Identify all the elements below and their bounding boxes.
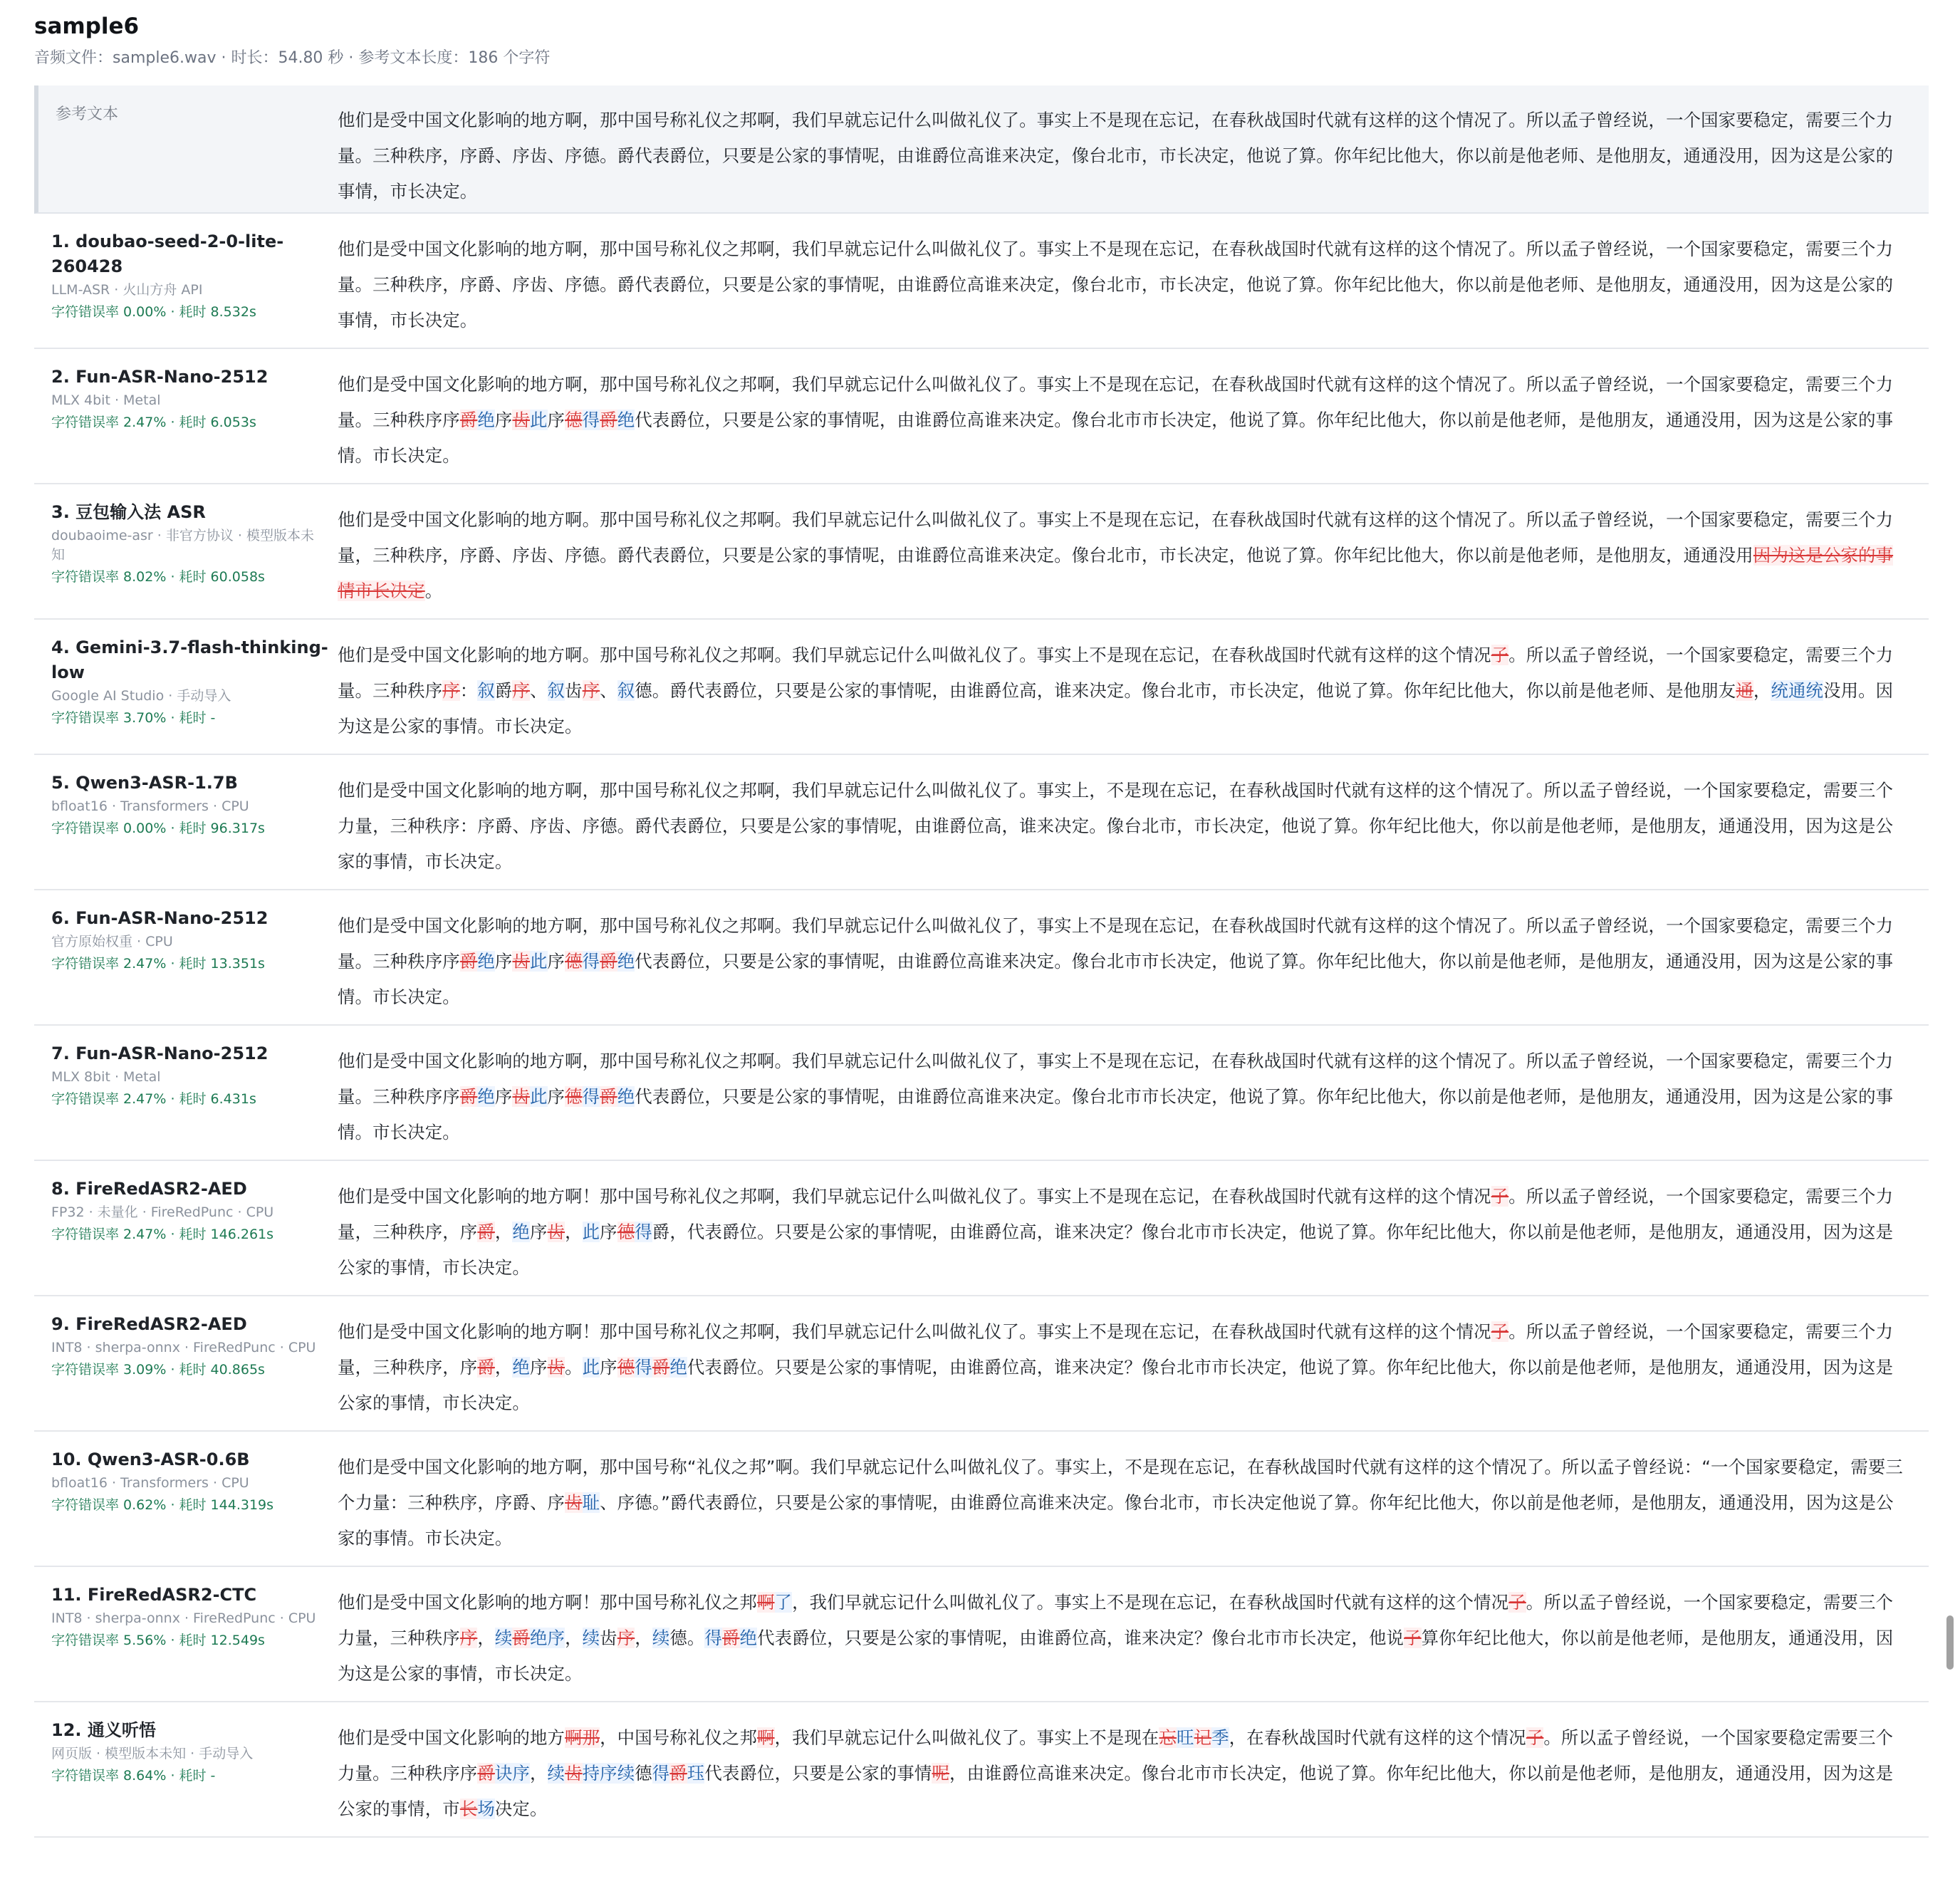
text-segment: 代表爵位，只要是公家的事情呢，由谁爵位高，谁来决定？像台北市市长决定，他说 <box>757 1628 1404 1648</box>
text-segment: 。所以孟子曾经说，一个国家要稳定，需要三个力量，三种秩序 <box>338 1592 1894 1648</box>
text-segment: 序 <box>529 1222 548 1242</box>
text-segment: ，我们早就忘记什么叫做礼仪了。事实上不是现在忘记，在春秋战国时代就有这样的这个情况 <box>792 1592 1509 1613</box>
text-segment: 。所以孟子曾经说，一个国家要稳定需要三个力量。三种秩序序 <box>338 1727 1894 1784</box>
metric-text: 字符错误率 3.70% · 耗时 - <box>51 710 216 726</box>
deleted-text: 啊 <box>756 1592 775 1613</box>
deleted-text: 齿 <box>512 410 530 430</box>
text-segment: 。所以孟子曾经说，一个国家要稳定，需要三个力量。三种秩序 <box>338 645 1894 701</box>
deleted-text: 通 <box>1736 680 1753 701</box>
text-segment: 齿 <box>565 680 583 701</box>
result-row <box>34 484 1929 620</box>
text-segment: 他们是受中国文化影响的地方啊！那中国号称礼仪之邦 <box>338 1592 757 1613</box>
model-name: 9. FireRedASR2-AED <box>51 1314 247 1334</box>
deleted-text: 德 <box>565 410 583 430</box>
metric-text: 字符错误率 2.47% · 耗时 6.053s <box>51 415 256 430</box>
inserted-text: 绝 <box>617 951 635 972</box>
inserted-text: 绝 <box>512 1357 530 1378</box>
metric-text: 字符错误率 0.62% · 耗时 144.319s <box>51 1497 274 1513</box>
text-segment: 他们是受中国文化影响的地方啊，那中国号称礼仪之邦啊。我们早就忘记什么叫做礼仪了，事实上不是现在忘记，在春秋战国时代就有这样的这个情况了。所以孟子曾经说，一个国家要稳定，需要三个力量。三种秩序序 <box>338 1051 1894 1107</box>
inserted-text: 得 <box>582 410 600 430</box>
deleted-text: 爵 <box>459 410 478 430</box>
text-segment: ，我们早就忘记什么叫做礼仪了。事实上不是现在 <box>774 1727 1159 1748</box>
deleted-text: 因为这是公家的事情市长决定 <box>338 545 1894 601</box>
model-name: 5. Qwen3-ASR-1.7B <box>51 773 238 793</box>
transcript-text <box>329 1567 1929 1701</box>
sample-title: sample6 <box>34 14 140 39</box>
text-segment: ， <box>1753 680 1771 701</box>
inserted-text: 得 <box>635 1222 652 1242</box>
text-segment: 爵，代表爵位。只要是公家的事情呢，由谁爵位高，谁来决定？像台北市市长决定，他说了算。你年纪比他大，你以前是他老师，是他朋友，通通没用，因为这是公家的事情，市长决定。 <box>338 1222 1894 1278</box>
model-name: 4. Gemini-3.7-flash-thinking- low <box>51 637 328 682</box>
deleted-text: 德 <box>617 1357 635 1378</box>
inserted-text: 叙 <box>617 680 635 701</box>
deleted-text: 德 <box>617 1222 635 1242</box>
text-segment: 。所以孟子曾经说，一个国家要稳定，需要三个力量，三种秩序，序 <box>338 1321 1894 1378</box>
deleted-text: 呢 <box>932 1763 949 1784</box>
inserted-text: 旺 <box>1177 1727 1194 1748</box>
transcript-text <box>329 1296 1929 1430</box>
model-subtitle: INT8 · sherpa-onnx · FireRedPunc · CPU <box>51 1610 316 1626</box>
text-segment: ： <box>459 680 478 701</box>
model-subtitle: Google AI Studio · 手动导入 <box>51 688 231 704</box>
inserted-text: 珏 <box>687 1763 705 1784</box>
deleted-text: 序 <box>512 680 530 701</box>
deleted-text: 长 <box>459 1799 478 1819</box>
model-name: 12. 通义听悟 <box>51 1720 156 1740</box>
transcript-text <box>329 1161 1929 1295</box>
text-segment: 序 <box>547 951 565 972</box>
sample-meta: 音频文件：sample6.wav · 时长：54.80 秒 · 参考文本长度：186 个字符 <box>34 49 551 67</box>
model-name: 1. doubao-seed-2-0-lite- 260428 <box>51 231 284 276</box>
text-segment: 决定。 <box>494 1799 548 1819</box>
deleted-text: 齿 <box>547 1357 565 1378</box>
text-segment: 德 <box>635 1763 652 1784</box>
inserted-text: 场 <box>477 1799 495 1819</box>
inserted-text: 叙 <box>547 680 565 701</box>
transcript-text <box>329 484 1929 618</box>
metric-text: 字符错误率 3.09% · 耗时 40.865s <box>51 1362 265 1378</box>
result-row <box>34 620 1929 755</box>
inserted-text: 绝 <box>477 1086 495 1107</box>
text-segment: 齿 <box>600 1628 617 1648</box>
result-row <box>34 214 1929 349</box>
result-row <box>34 1026 1929 1161</box>
transcript-text <box>329 890 1929 1024</box>
model-subtitle: 网页版 · 模型版本未知 · 手动导入 <box>51 1746 254 1761</box>
model-subtitle: doubaoime-asr · 非官方协议 · 模型版本未知 <box>51 528 314 563</box>
metric-text: 字符错误率 2.47% · 耗时 146.261s <box>51 1227 274 1242</box>
deleted-text: 爵 <box>722 1628 740 1648</box>
deleted-text: 齿 <box>512 1086 530 1107</box>
text-segment: 他们是受中国文化影响的地方 <box>338 1727 565 1748</box>
deleted-text: 序 <box>617 1628 635 1648</box>
inserted-text: 绝 <box>617 410 635 430</box>
deleted-text: 子 <box>1404 1628 1422 1648</box>
text-segment: 他们是受中国文化影响的地方啊，那中国号称礼仪之邦啊，我们早就忘记什么叫做礼仪了。事实上，不是现在忘记，在春秋战国时代就有这样的这个情况了。所以孟子曾经说，一个国家要稳定，需要三个力量，三种秩序：序爵、序齿、序德。爵代表爵位，只要是公家的事情呢，由谁爵位高，谁来决定。像台北市，市长决定，他说了算。你年纪比他大，你以前是他老师，是他朋友，通通没用，因为这是公家的事情，市长决定。 <box>338 780 1894 872</box>
text-segment: ，由谁爵位高谁来决定。像台北市市长决定，他说了算。你年纪比他大，你以前是他老师，是他朋友，通通没用，因为这是公家的事情，市 <box>338 1763 1894 1819</box>
inserted-text: 耻 <box>582 1492 600 1513</box>
text-segment: 代表爵位，只要是公家的事情呢，由谁爵位高谁来决定。像台北市市长决定，他说了算。你年纪比他大，你以前是他老师，是他朋友，通通没用，因为这是公家的事情。市长决定。 <box>338 1086 1894 1143</box>
model-name: 2. Fun-ASR-Nano-2512 <box>51 367 269 387</box>
text-segment: 德。 <box>669 1628 705 1648</box>
deleted-text: 忘 <box>1159 1727 1177 1748</box>
inserted-text: 此 <box>529 410 548 430</box>
deleted-text: 子 <box>1526 1727 1544 1748</box>
model-subtitle: FP32 · 未量化 · FireRedPunc · CPU <box>51 1204 274 1220</box>
deleted-text: 爵 <box>669 1763 687 1784</box>
text-segment: 他们是受中国文化影响的地方啊，那中国号称“礼仪之邦”啊。我们早就忘记什么叫做礼仪了。事实上，不是现在忘记，在春秋战国时代就有这样的这个情况了。所以孟子曾经说：“一个国家要稳定，需要三个力量：三种秩序，序爵、序 <box>338 1457 1903 1513</box>
text-segment: 。所以孟子曾经说，一个国家要稳定，需要三个力量，三种秩序，序 <box>338 1186 1894 1242</box>
transcript-text <box>329 1432 1929 1566</box>
inserted-text: 了 <box>774 1592 793 1613</box>
model-name: 10. Qwen3-ASR-0.6B <box>51 1449 250 1469</box>
transcript-text <box>329 620 1929 754</box>
text-segment: 序 <box>600 1357 617 1378</box>
inserted-text: 得 <box>704 1628 722 1648</box>
model-subtitle: LLM-ASR · 火山方舟 API <box>51 282 203 298</box>
text-segment: 。 <box>424 581 443 601</box>
deleted-text: 子 <box>1491 645 1509 665</box>
deleted-text: 子 <box>1491 1321 1509 1342</box>
deleted-text: 爵 <box>477 1763 495 1784</box>
deleted-text: 齿 <box>512 951 530 972</box>
deleted-text: 子 <box>1508 1592 1526 1613</box>
text-segment: ， <box>565 1628 583 1648</box>
inserted-text: 绝 <box>617 1086 635 1107</box>
text-segment: 序 <box>547 1086 565 1107</box>
text-segment: 代表爵位，只要是公家的事情 <box>704 1763 932 1784</box>
deleted-text: 爵 <box>512 1628 530 1648</box>
text-segment: 序 <box>529 1357 548 1378</box>
text-segment: 代表爵位。只要是公家的事情呢，由谁爵位高，谁来决定？像台北市市长决定，他说了算。你年纪比他大，你以前是他老师，是他朋友，通通没用，因为这是公家的事情，市长决定。 <box>338 1357 1894 1413</box>
result-row <box>34 1702 1929 1838</box>
inserted-text: 诀序 <box>494 1763 530 1784</box>
text-segment: 序 <box>600 1222 617 1242</box>
inserted-text: 绝 <box>477 951 495 972</box>
text-segment: 、 <box>529 680 548 701</box>
text-segment: 、序德。”爵代表爵位，只要是公家的事情呢，由谁爵位高谁来决定。像台北市，市长决定他说了算。你年纪比他大，你以前是他老师，是他朋友，通通没用，因为这是公家的事情。市长决定。 <box>338 1492 1894 1549</box>
inserted-text: 季 <box>1211 1727 1229 1748</box>
model-subtitle: MLX 4bit · Metal <box>51 392 161 408</box>
inserted-text: 此 <box>582 1357 600 1378</box>
result-row <box>34 755 1929 890</box>
model-name: 11. FireRedASR2-CTC <box>51 1585 257 1605</box>
text-segment: 他们是受中国文化影响的地方啊，那中国号称礼仪之邦啊，我们早就忘记什么叫做礼仪了。事实上不是现在忘记，在春秋战国时代就有这样的这个情况了。所以孟子曾经说，一个国家要稳定，需要三个力量。三种秩序，序爵、序齿、序德。爵代表爵位，只要是公家的事情呢，由谁爵位高谁来决定，像台北市，市长决定，他说了算。你年纪比他大，你以前是他老师、是他朋友，通通没用，因为这是公家的事情，市长决定。 <box>338 239 1894 330</box>
deleted-text: 爵 <box>459 1086 478 1107</box>
reference-text: 他们是受中国文化影响的地方啊，那中国号称礼仪之邦啊，我们早就忘记什么叫做礼仪了。事实上不是现在忘记，在春秋战国时代就有这样的这个情况了。所以孟子曾经说，一个国家要稳定，需要三个力量。三种秩序，序爵、序齿、序德。爵代表爵位，只要是公家的事情呢，由谁爵位高谁来决定，像台北市，市长决定，他说了算。你年纪比他大，你以前是他老师、是他朋友，通通没用，因为这是公家的事情，市长决定。 <box>338 110 1894 202</box>
text-segment: ，在春秋战国时代就有这样的这个情况 <box>1229 1727 1526 1748</box>
text-segment: 没用。因为这是公家的事情。市长决定。 <box>338 680 1894 736</box>
text-segment: 代表爵位，只要是公家的事情呢，由谁爵位高谁来决定。像台北市市长决定，他说了算。你年纪比他大，你以前是他老师，是他朋友，通通没用，因为这是公家的事情。市长决定。 <box>338 951 1894 1007</box>
metric-text: 字符错误率 8.64% · 耗时 - <box>51 1768 216 1784</box>
inserted-text: 续 <box>582 1628 600 1648</box>
reference-label: 参考文本 <box>56 105 119 123</box>
deleted-text: 齿 <box>565 1492 583 1513</box>
text-segment: 。 <box>565 1357 583 1378</box>
deleted-text: 序 <box>442 680 460 701</box>
model-subtitle: MLX 8bit · Metal <box>51 1069 161 1085</box>
text-segment: 他们是受中国文化影响的地方啊。那中国号称礼仪之邦啊。我们早就忘记什么叫做礼仪了。事实上不是现在忘记，在春秋战国时代就有这样的这个情况了。所以孟子曾经说，一个国家要稳定，需要三个力量，三种秩序，序爵、序齿、序德。爵代表爵位，只要是公家的事情呢，由谁爵位高谁来决定。像台北市，市长决定，他说了算。你年纪比他大，你以前是他老师，是他朋友，通通没用 <box>338 509 1894 566</box>
deleted-text: 啊那 <box>565 1727 600 1748</box>
result-rows <box>34 214 1929 1838</box>
model-name: 7. Fun-ASR-Nano-2512 <box>51 1043 269 1063</box>
transcript-text <box>329 214 1929 348</box>
text-segment: ， <box>494 1357 513 1378</box>
scrollbar-thumb[interactable] <box>1946 1615 1954 1670</box>
metric-text: 字符错误率 0.00% · 耗时 96.317s <box>51 821 265 836</box>
deleted-text: 爵 <box>652 1357 670 1378</box>
text-segment: ， <box>529 1763 548 1784</box>
text-segment: 序 <box>494 1086 513 1107</box>
comparison-list <box>34 85 1929 1838</box>
model-name: 8. FireRedASR2-AED <box>51 1179 247 1199</box>
text-segment: 他们是受中国文化影响的地方啊！那中国号称礼仪之邦啊，我们早就忘记什么叫做礼仪了。事实上不是现在忘记，在春秋战国时代就有这样的这个情况 <box>338 1186 1491 1207</box>
deleted-text: 爵 <box>459 951 478 972</box>
inserted-text: 得 <box>635 1357 652 1378</box>
text-segment: ， <box>477 1628 495 1648</box>
metric-text: 字符错误率 0.00% · 耗时 8.532s <box>51 304 256 320</box>
model-subtitle: 官方原始权重 · CPU <box>51 934 173 949</box>
inserted-text: 续 <box>547 1763 565 1784</box>
transcript-text <box>329 755 1929 889</box>
result-row <box>34 1296 1929 1432</box>
deleted-text: 序 <box>459 1628 478 1648</box>
text-segment: 德。爵代表爵位，只要是公家的事情呢，由谁爵位高，谁来决定。像台北市，市长决定，他说了算。你年纪比他大，你以前是他老师、是他朋友 <box>635 680 1736 701</box>
text-segment: 他们是受中国文化影响的地方啊，那中国号称礼仪之邦啊，我们早就忘记什么叫做礼仪了。事实上不是现在忘记，在春秋战国时代就有这样的这个情况了。所以孟子曾经说，一个国家要稳定，需要三个力量。三种秩序序 <box>338 374 1894 430</box>
deleted-text: 德 <box>565 1086 583 1107</box>
inserted-text: 持序续 <box>582 1763 635 1784</box>
text-segment: 、 <box>600 680 617 701</box>
text-segment: ， <box>635 1628 652 1648</box>
inserted-text: 此 <box>529 1086 548 1107</box>
model-name: 3. 豆包输入法 ASR <box>51 502 206 522</box>
model-subtitle: INT8 · sherpa-onnx · FireRedPunc · CPU <box>51 1340 316 1355</box>
result-row <box>34 1432 1929 1567</box>
deleted-text: 爵 <box>600 1086 617 1107</box>
text-segment: ， <box>494 1222 513 1242</box>
text-segment: 序 <box>494 410 513 430</box>
inserted-text: 绝 <box>669 1357 687 1378</box>
inserted-text: 绝 <box>739 1628 758 1648</box>
model-name: 6. Fun-ASR-Nano-2512 <box>51 908 269 928</box>
inserted-text: 得 <box>652 1763 670 1784</box>
metric-text: 字符错误率 5.56% · 耗时 12.549s <box>51 1633 265 1648</box>
result-row <box>34 349 1929 484</box>
inserted-text: 此 <box>582 1222 600 1242</box>
inserted-text: 绝 <box>512 1222 530 1242</box>
deleted-text: 爵 <box>477 1357 495 1378</box>
text-segment: 序 <box>494 951 513 972</box>
metric-text: 字符错误率 2.47% · 耗时 13.351s <box>51 956 265 972</box>
inserted-text: 叙 <box>477 680 495 701</box>
text-segment: 他们是受中国文化影响的地方啊！那中国号称礼仪之邦啊，我们早就忘记什么叫做礼仪了。事实上不是现在忘记，在春秋战国时代就有这样的这个情况 <box>338 1321 1491 1342</box>
deleted-text: 记 <box>1194 1727 1212 1748</box>
inserted-text: 统通统 <box>1771 680 1824 701</box>
transcript-text <box>329 349 1929 483</box>
reference-row <box>34 85 1929 214</box>
text-segment: 算你年纪比他大，你以前是他老师，是他朋友，通通没用，因为这是公家的事情，市长决定。 <box>338 1628 1894 1684</box>
deleted-text: 爵 <box>600 410 617 430</box>
text-segment: 序 <box>547 410 565 430</box>
metric-text: 字符错误率 8.02% · 耗时 60.058s <box>51 569 265 585</box>
inserted-text: 此 <box>529 951 548 972</box>
deleted-text: 德 <box>565 951 583 972</box>
deleted-text: 啊 <box>757 1727 775 1748</box>
text-segment: ， <box>565 1222 583 1242</box>
deleted-text: 爵 <box>600 951 617 972</box>
text-segment: 他们是受中国文化影响的地方啊。那中国号称礼仪之邦啊。我们早就忘记什么叫做礼仪了。事实上不是现在忘记，在春秋战国时代就有这样的这个情况 <box>338 645 1491 665</box>
deleted-text: 齿 <box>565 1763 583 1784</box>
inserted-text: 得 <box>582 951 600 972</box>
inserted-text: 得 <box>582 1086 600 1107</box>
model-subtitle: bfloat16 · Transformers · CPU <box>51 798 249 814</box>
sample-page <box>34 0 1929 1838</box>
result-row <box>34 1161 1929 1296</box>
result-row <box>34 890 1929 1026</box>
text-segment: 他们是受中国文化影响的地方啊，那中国号称礼仪之邦啊。我们早就忘记什么叫做礼仪了，事实上不是现在忘记，在春秋战国时代就有这样的这个情况了。所以孟子曾经说，一个国家要稳定，需要三个力量。三种秩序序 <box>338 915 1894 972</box>
deleted-text: 序 <box>582 680 600 701</box>
inserted-text: 绝序 <box>529 1628 565 1648</box>
deleted-text: 子 <box>1491 1186 1509 1207</box>
deleted-text: 齿 <box>547 1222 565 1242</box>
inserted-text: 续 <box>494 1628 513 1648</box>
inserted-text: 续 <box>652 1628 670 1648</box>
model-subtitle: bfloat16 · Transformers · CPU <box>51 1475 249 1491</box>
text-segment: 代表爵位，只要是公家的事情呢，由谁爵位高谁来决定。像台北市市长决定，他说了算。你年纪比他大，你以前是他老师，是他朋友，通通没用，因为这是公家的事情。市长决定。 <box>338 410 1894 466</box>
text-segment: 爵 <box>494 680 513 701</box>
transcript-text <box>329 1026 1929 1160</box>
deleted-text: 爵 <box>477 1222 495 1242</box>
transcript-text <box>329 1702 1929 1836</box>
inserted-text: 绝 <box>477 410 495 430</box>
result-row <box>34 1567 1929 1702</box>
text-segment: ，中国号称礼仪之邦 <box>600 1727 757 1748</box>
metric-text: 字符错误率 2.47% · 耗时 6.431s <box>51 1091 256 1107</box>
